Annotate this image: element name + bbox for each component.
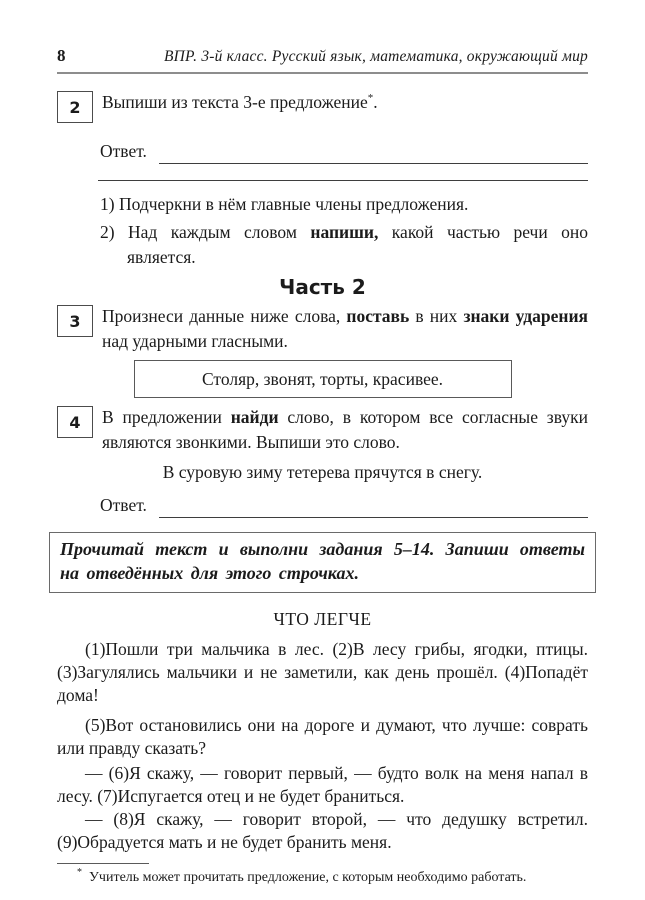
task-2-answer-row <box>100 139 588 164</box>
footnote <box>57 868 588 887</box>
answer-write-line[interactable] <box>159 495 588 518</box>
word-list-box: Столяр, звонят, торты, красивее. <box>134 360 512 398</box>
task-4-answer-row <box>100 493 588 518</box>
footnote-text: Учитель может прочитать предложение, с которым необходимо работать. <box>89 870 527 885</box>
task-2-subitem-2: 2) Над каждым словом напиши, какой частью речи оно является. <box>100 222 589 267</box>
task-3-number-box: 3 <box>57 305 93 337</box>
answer-label: Ответ. <box>100 495 147 515</box>
answer-write-line-2[interactable] <box>98 164 588 181</box>
answer-label: Ответ. <box>100 141 147 161</box>
running-header <box>57 46 588 74</box>
story-paragraph: — (8)Я скажу, — говорит второй, — что дедушку встретил. (9)Обрадуется мать и не будет бранить меня. <box>57 809 588 852</box>
part-2-heading: Часть 2 <box>279 275 366 299</box>
task-2-number-box: 2 <box>57 91 93 123</box>
answer-write-line[interactable] <box>159 141 588 164</box>
reading-passage <box>57 638 588 854</box>
task-2 <box>57 90 588 123</box>
reading-instruction-box: Прочитай текст и выполни задания 5–14. Запиши ответы на отведённых для этого строчках. <box>49 532 596 593</box>
reading-title: ЧТО ЛЕГЧЕ <box>273 609 372 629</box>
footnote-rule <box>57 863 149 864</box>
task-2-subitem-1: 1) Подчеркни в нём главные члены предложения. <box>100 194 469 214</box>
task-4-sentence: В суровую зиму тетерева прячутся в снегу. <box>162 462 483 482</box>
story-paragraph: (1)Пошли три мальчика в лес. (2)В лесу грибы, ягодки, птицы. (3)Загулялись мальчики и не заметили, как день прошёл. (4)Попадёт дома! <box>57 639 588 705</box>
task-4-number-box: 4 <box>57 406 93 438</box>
story-paragraph: — (6)Я скажу, — говорит первый, — будто волк на меня напал в лесу. (7)Испугается отец и не будет браниться. <box>57 763 588 806</box>
task-2-prompt: Выпиши из текста 3-е предложение*. <box>102 92 378 112</box>
task-3 <box>57 304 588 354</box>
running-header-title: ВПР. 3-й класс. Русский язык, математика, окружающий мир <box>164 48 588 65</box>
task-3-prompt: Произнеси данные ниже слова, поставь в них знаки ударения над ударными гласными. <box>102 306 588 351</box>
task-4 <box>57 405 588 455</box>
story-paragraph: (5)Вот остановились они на дороге и думают, что лучше: соврать или правду сказать? <box>57 715 588 758</box>
task-4-prompt: В предложении найди слово, в котором все согласные звуки являются звонкими. Выпиши это слово. <box>102 407 588 452</box>
footnote-marker: * <box>77 867 82 879</box>
page-number: 8 <box>57 46 66 65</box>
